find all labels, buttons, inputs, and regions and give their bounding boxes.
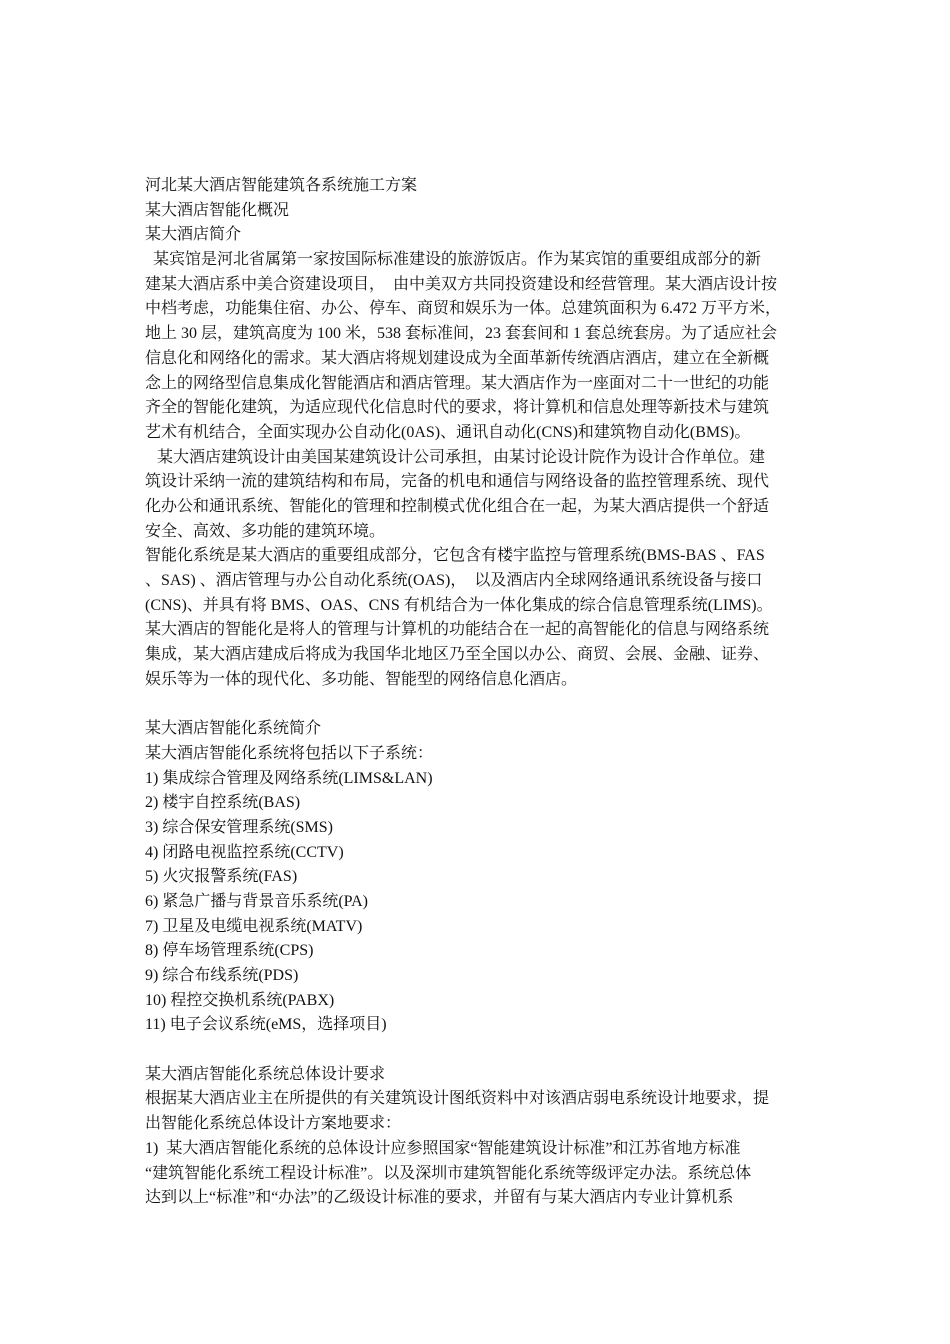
section-heading: 某大酒店智能化概况	[145, 201, 290, 219]
text-line: 某宾馆是河北省属第一家按国际标准建设的旅游饭店。作为某宾馆的重要组成部分的新	[145, 251, 762, 269]
list-item: 1) 集成综合管理及网络系统(LIMS&LAN)	[145, 769, 433, 787]
text-line: 、SAS) 、酒店管理与办公自动化系统(OAS)， 以及酒店内全球网络通讯系统设备与接口	[145, 572, 763, 589]
text-line: 出智能化系统总体设计方案地要求：	[145, 1115, 402, 1133]
text-line: 1) 某大酒店智能化系统的总体设计应参照国家“智能建筑设计标准”和江苏省地方标准	[145, 1139, 741, 1157]
text-line: 某大酒店的智能化是将人的管理与计算机的功能结合在一起的高智能化的信息与网络系统	[145, 621, 770, 639]
list-item: 5) 火灾报警系统(FAS)	[145, 868, 298, 886]
paragraph-requirement-1	[145, 1137, 810, 1211]
text-line: 艺术有机结合，全面实现办公自动化(0AS)、通讯自动化(CNS)和建筑物自动化(BMS)。	[145, 423, 751, 441]
list-item: 10) 程控交换机系统(PABX)	[145, 991, 335, 1009]
list-item: 4) 闭路电视监控系统(CCTV)	[145, 843, 344, 861]
document-body	[145, 174, 810, 1211]
list-item: 2) 楼宇自控系统(BAS)	[145, 794, 301, 812]
spacer	[145, 692, 810, 717]
list-item: 3) 综合保安管理系统(SMS)	[145, 818, 334, 836]
paragraph-intelligent-system	[145, 544, 810, 692]
text-line: 化办公和通讯系统、智能化的管理和控制模式优化组合在一起，为某大酒店提供一个舒适	[145, 497, 770, 515]
paragraph-architecture	[145, 446, 810, 545]
text-line: 达到以上“标准”和“办法”的乙级设计标准的要求，并留有与某大酒店内专业计算机系	[145, 1189, 734, 1207]
paragraph-design-requirements	[145, 1087, 810, 1136]
text-line: “建筑智能化系统工程设计标准”。以及深圳市建筑智能化系统等级评定办法。系统总体	[145, 1164, 752, 1182]
list-item: 6) 紧急广播与背景音乐系统(PA)	[145, 892, 368, 910]
section-heading: 某大酒店智能化系统简介	[145, 720, 322, 738]
list-item: 11) 电子会议系统(eMS，选择项目)	[145, 1016, 387, 1034]
text-line: 地上 30 层，建筑高度为 100 米，538 套标准间，23 套套间和 1 套总统套房。为了适应社会	[145, 325, 778, 343]
text-line: 中档考虑，功能集住宿、办公、停车、商贸和娱乐为一体。总建筑面积为 6.472 万平方米，	[145, 300, 782, 318]
text-line: 智能化系统是某大酒店的重要组成部分，它包含有楼宇监控与管理系统(BMS-BAS 、FAS	[145, 547, 765, 565]
subsection-heading: 某大酒店简介	[145, 226, 242, 244]
subsystem-list	[145, 767, 810, 1039]
text-line: 筑设计采纳一流的建筑结构和布局，完备的机电和通信与网络设备的监控管理系统、现代	[145, 473, 770, 491]
list-intro: 某大酒店智能化系统将包括以下子系统：	[145, 744, 434, 762]
document-title: 河北某大酒店智能建筑各系统施工方案	[145, 177, 418, 194]
text-line: 集成，某大酒店建成后将成为我国华北地区乃至全国以办公、商贸、会展、金融、证券、	[145, 646, 770, 664]
text-line: 某大酒店建筑设计由美国某建筑设计公司承担，由某讨论设计院作为设计合作单位。建	[145, 448, 766, 466]
text-line: 娱乐等为一体的现代化、多功能、智能型的网络信息化酒店。	[145, 670, 578, 688]
text-line: 念上的网络型信息集成化智能酒店和酒店管理。某大酒店作为一座面对二十一世纪的功能	[145, 374, 770, 392]
text-line: 信息化和网络化的需求。某大酒店将规划建设成为全面革新传统酒店酒店，建立在全新概	[145, 349, 770, 367]
text-line: (CNS)、并具有将 BMS、OAS、CNS 有机结合为一体化集成的综合信息管理系统(LIMS)。	[145, 596, 773, 614]
text-line: 安全、高效、多功能的建筑环境。	[145, 522, 386, 540]
section-heading: 某大酒店智能化系统总体设计要求	[145, 1065, 386, 1083]
text-line: 根据某大酒店业主在所提供的有关建筑设计图纸资料中对该酒店弱电系统设计地要求，提	[145, 1090, 770, 1108]
list-item: 9) 综合布线系统(PDS)	[145, 967, 299, 984]
list-item: 7) 卫星及电缆电视系统(MATV)	[145, 917, 363, 935]
paragraph-hotel-intro	[145, 248, 810, 446]
text-line: 建某大酒店系中美合资建设项目， 由中美双方共同投资建设和经营管理。某大酒店设计按	[145, 275, 778, 293]
list-item: 8) 停车场管理系统(CPS)	[145, 942, 314, 960]
spacer	[145, 1038, 810, 1063]
text-line: 齐全的智能化建筑，为适应现代化信息时代的要求，将计算机和信息处理等新技术与建筑	[145, 399, 770, 417]
